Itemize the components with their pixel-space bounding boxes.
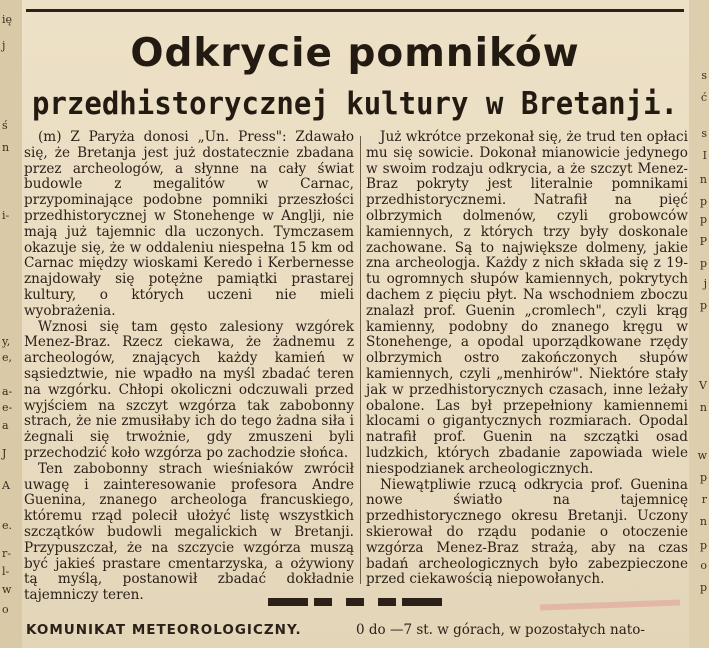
margin-fragment: j: [2, 39, 6, 52]
separator-dash: [268, 598, 308, 606]
right-margin-fragments: [689, 0, 709, 648]
margin-fragment: A: [2, 479, 10, 492]
margin-fragment: n: [699, 515, 707, 528]
margin-fragment: J: [2, 447, 7, 460]
margin-fragment: I: [702, 149, 707, 162]
margin-fragment: a: [2, 419, 9, 432]
margin-fragment: e-: [2, 401, 13, 414]
paragraph: Wznosi się tam gęsto zalesiony wzgórek Menez-Braz. Rzecz ciekawa, że żadnemu z archeologów, znających każdy kamień w sąsiedztwie, nie wpadło na myśl zbadać teren na wzgórku. Chłopi okoliczni odczuwali przed wyjściem na szczyt wzgórza tak zabobonny strach, że nie zmusiłaby ich do tego żadna siła i żegnali się trwożnie, gdy zmuszeni byli przechodzić koło wzgórza po zachodzie słońca.: [24, 318, 354, 461]
margin-fragment: ię: [2, 13, 13, 26]
weather-report-title: KOMUNIKAT METEOROLOGICZNY.: [26, 622, 302, 638]
separator-block: [378, 598, 396, 606]
margin-fragment: r: [701, 493, 707, 506]
margin-fragment: e,: [2, 351, 13, 364]
margin-fragment: n: [699, 401, 707, 414]
margin-fragment: p: [699, 213, 707, 226]
top-rule: [26, 9, 684, 12]
margin-fragment: w: [2, 583, 12, 596]
separator-block: [314, 598, 332, 606]
separator-dash: [402, 598, 442, 606]
margin-fragment: p: [699, 257, 707, 270]
margin-fragment: n: [2, 141, 10, 154]
weather-report-line: 0 do —7 st. w górach, w pozostałych nato-: [356, 622, 645, 638]
margin-fragment: p: [699, 195, 707, 208]
paragraph: Ten zabobonny strach wieśniaków zwrócił uwagę i zainteresowanie profesora Andre Guenina, znanego archeologa francuskiego, któremu rząd polecił ułożyć listę wszystkich szczątków budowli megalickich w Bretanji. Przypuszczał, że na szczycie wzgórza muszą być jakieś prastare cmentarzyska, a ożywiony tą myślą, postanowił zbadać dokładnie tajemniczy teren.: [24, 460, 354, 604]
ink-stain: [540, 600, 680, 611]
margin-fragment: p: [699, 471, 707, 484]
margin-fragment: i-: [2, 209, 10, 222]
margin-fragment: a-: [2, 385, 13, 398]
margin-fragment: n: [699, 173, 707, 186]
paragraph: Już wkrótce przekonał się, że trud ten opłaci mu się sowicie. Dokonał mianowicie jedynego w swoim rodzaju odkrycia, a że szczyt Menez-Braz pokryty jest literalnie pomnikami przedhistorycznemi. Natrafił na pięć olbrzymich dolmenów, czyli grobowców kamiennych, z których trzy były doskonale zachowane. Są to największe dolmeny, jakie zna archeologja. Każdy z nich składa się z 19-tu ogromnych słupów kamiennych, pokrytych dachem z pięciu płyt. Na wschodniem zboczu znalazł prof. Guenin „cromlech", czyli krąg kamienny, podobny do znanego kręgu w Stonehenge, a opodal uporządkowane rzędy olbrzymich ostro zakończonych słupów kamiennych, czyli „menhirów". Niektóre stały jak w przedhistorycznych czasach, inne leżały obalone. Las był przepełniony kamiennemi klocami o gigantycznych rozmiarach. Opodal natrafił prof. Guenin na szczątki osad ludzkich, których zbadanie zapowiada wiele niespodzianek archeologicznych.: [366, 129, 688, 477]
left-column: [24, 130, 354, 604]
weather-report-text: [356, 622, 688, 638]
margin-fragment: o: [2, 603, 9, 616]
margin-fragment: P: [699, 235, 707, 248]
margin-fragment: j: [703, 277, 707, 290]
margin-fragment: w: [697, 449, 707, 462]
column-divider: [360, 136, 361, 584]
right-column: [366, 130, 688, 588]
margin-fragment: o: [700, 559, 707, 572]
margin-fragment: p: [699, 299, 707, 312]
margin-fragment: s: [701, 69, 707, 82]
margin-fragment: ć: [700, 91, 707, 104]
margin-fragment: y,: [2, 335, 11, 348]
margin-fragment: s: [701, 127, 707, 140]
margin-fragment: ś: [2, 119, 8, 132]
margin-fragment: l-: [2, 565, 10, 578]
paragraph: (m) Z Paryża donosi „Un. Press": Zdawało się, że Bretanja jest już dostatecznie zbadana przez archeologów, a słynne na cały świat budowle z megalitów w Carnac, przypominające podobne pomniki przeszłości przedhistorycznej w Stonehenge w Anglji, nie mają już tajemnic dla uczonych. Tymczasem okazuje się, że w oddaleniu niespełna 15 km od Carnac między wioskami Keredo i Kerbernesse znajdowały się potężne pamiątki prastarej kultury, o których uczeni nie mieli wyobrażenia.: [24, 129, 354, 319]
margin-fragment: p: [699, 539, 707, 552]
paragraph: Niewątpliwie rzucą odkrycia prof. Guenina nowe światło na tajemnicę przedhistorycznego okresu Bretanji. Uczony skierował do rządu podanie o otoczenie wzgórza Menez-Braz strażą, aby na czas badań archeologicznych było zabezpieczone przed ciekawością niepowołanych.: [366, 476, 688, 588]
article-subheadline: przedhistorycznej kultury w Bretanji.: [31, 84, 678, 122]
margin-fragment: e.: [2, 519, 13, 532]
separator-block: [346, 598, 364, 606]
margin-fragment: r-: [2, 547, 11, 560]
margin-fragment: V: [699, 379, 707, 392]
margin-fragment: p: [699, 581, 707, 594]
left-margin-fragments: [0, 0, 22, 648]
article-headline: Odkrycie pomników: [130, 31, 580, 76]
